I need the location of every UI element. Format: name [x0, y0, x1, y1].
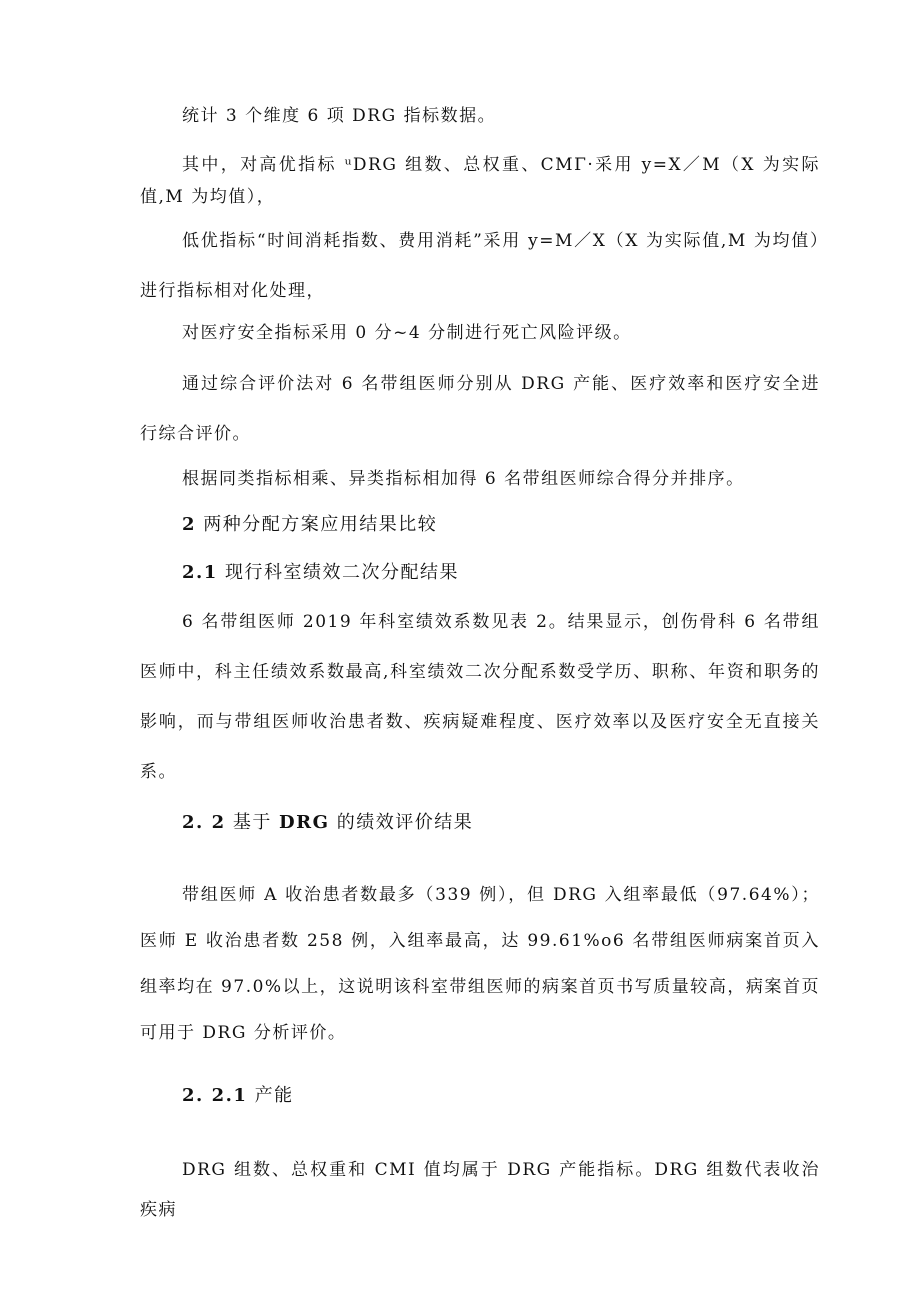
heading-2-2-drg: DRG	[279, 812, 330, 833]
heading-2-1-text: 现行科室绩效二次分配结果	[217, 562, 460, 583]
heading-2-2-number-a: 2.	[182, 812, 204, 833]
paragraph-capacity: DRG 组数、总权重和 CMI 值均属于 DRG 产能指标。DRG 组数代表收治疾病	[140, 1160, 820, 1220]
heading-2-text: 两种分配方案应用结果比较	[196, 514, 438, 535]
paragraph-current-results: 6 名带组医师 2019 年科室绩效系数见表 2。结果显示，创伤骨科 6 名带组医师中，科主任绩效系数最高,科室绩效二次分配系数受学历、职称、年资和职务的影响，而与带组医师收治患者数、疾病疑难程度、医疗效率以及医疗安全无直接关系。	[140, 612, 820, 782]
heading-2-2-1	[140, 1076, 820, 1116]
paragraph-high-indicators: 其中，对高优指标 ᵘDRG 组数、总权重、CMΓ·采用 y=X／M（X 为实际值,M 为均值），	[140, 155, 820, 207]
paragraph-low-indicators: 低优指标“时间消耗指数、费用消耗”采用 y=M／X（X 为实际值,M 为均值）进行指标相对化处理，	[140, 231, 820, 301]
heading-2-2-number-b: 2	[203, 812, 226, 833]
heading-2-2	[140, 803, 820, 843]
heading-2-2-1-number-b: 2.1	[203, 1085, 248, 1106]
heading-2-2-1-number-a: 2.	[182, 1085, 204, 1106]
paragraph-comprehensive-eval: 通过综合评价法对 6 名带组医师分别从 DRG 产能、医疗效率和医疗安全进行综合评价。	[140, 374, 820, 444]
paragraph-safety-indicator: 对医疗安全指标采用 0 分~4 分制进行死亡风险评级。	[182, 323, 632, 343]
paragraph-drg-results: 带组医师 A 收治患者数最多（339 例），但 DRG 入组率最低（97.64%）；医师 E 收治患者数 258 例，入组率最高，达 99.61%o6 名带组医师病案首页入组率均在 97.0%以上，这说明该科室带组医师的病案首页书写质量较高，病案首页可用于 DRG 分析评价。	[140, 885, 820, 1043]
heading-2-2-text-b: 的绩效评价结果	[329, 812, 474, 833]
paragraph-ranking: 根据同类指标相乘、异类指标相加得 6 名带组医师综合得分并排序。	[182, 469, 745, 489]
paragraph-stat-dimensions: 统计 3 个维度 6 项 DRG 指标数据。	[182, 106, 497, 126]
heading-2-number: 2	[182, 514, 197, 535]
heading-2-1-number: 2.1	[182, 562, 218, 583]
heading-2	[140, 505, 820, 545]
heading-2-1	[140, 553, 820, 593]
heading-2-2-text-a: 基于	[225, 812, 280, 833]
heading-2-2-1-text: 产能	[247, 1085, 294, 1106]
